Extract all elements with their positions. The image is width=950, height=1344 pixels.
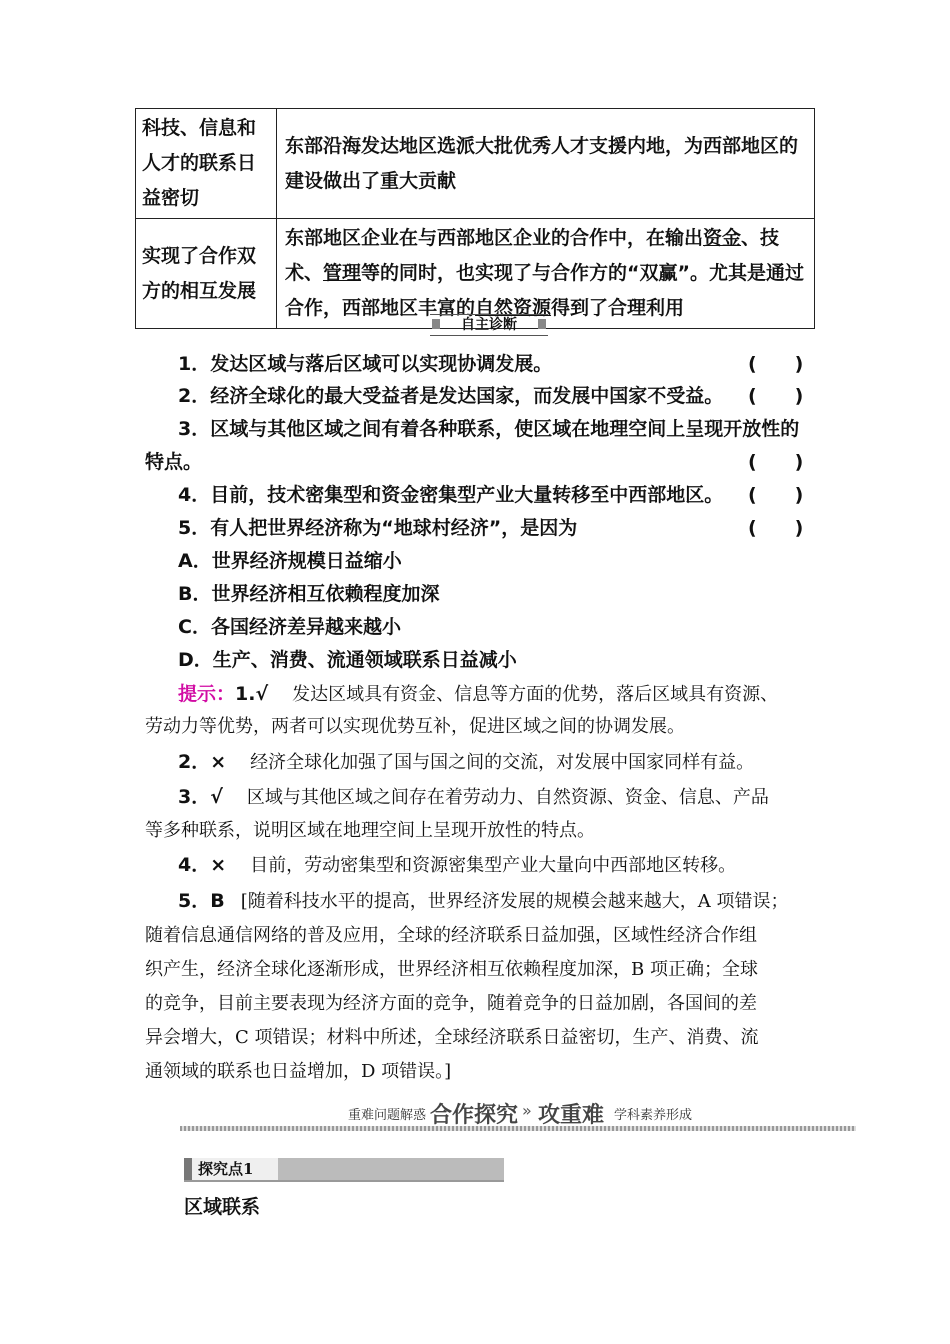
hint-text: 目前，劳动密集型和资源密集型产业大量向中西部地区转移。: [250, 855, 737, 876]
text-segment: 等的同时，也实现了与合作方的“双赢”。尤其是通过合作，西部地区丰富的: [285, 262, 805, 319]
question-3-cont: 特点。: [145, 451, 203, 473]
banner-main-2: 攻重难: [538, 1103, 605, 1128]
comparison-table: [135, 108, 815, 329]
hint-1-cont: 劳动力等优势，两者可以实现优势互补，促进区域之间的协调发展。: [145, 716, 685, 737]
hint-2: [178, 747, 754, 778]
hint-5-cont: 的竞争，目前主要表现为经济方面的竞争，随着竞争的日益加剧，各国间的差: [145, 993, 757, 1014]
option-b: B．世界经济相互依赖程度加深: [178, 583, 440, 605]
hint-mark: 4．×: [178, 854, 227, 876]
tab-notch: [184, 1158, 192, 1180]
question-2: 2．经济全球化的最大受益者是发达国家，而发展中国家不受益。: [178, 385, 724, 407]
option-a: A．世界经济规模日益缩小: [178, 550, 402, 572]
question-1: 1．发达区域与落后区域可以实现协调发展。: [178, 353, 553, 375]
hint-mark: 5．B: [178, 890, 225, 912]
question-4: 4．目前，技术密集型和资金密集型产业大量转移至中西部地区。: [178, 484, 724, 506]
option-c: C．各国经济差异越来越小: [178, 616, 401, 638]
text-segment: 得到了合理利用: [551, 297, 685, 319]
hint-mark: 1.√: [235, 683, 269, 705]
answer-paren: ( ): [748, 484, 804, 506]
hint-5-cont: 随着信息通信网络的普及应用，全球的经济联系日益加强，区域性经济合作组: [145, 925, 757, 946]
explore-heading: 区域联系: [184, 1196, 261, 1218]
banner-left: 重难问题解惑: [348, 1108, 427, 1123]
hint-5-cont: 异会增大，C 项错误；材料中所述，全球经济联系日益密切，生产、消费、流: [145, 1027, 759, 1048]
answer-paren: ( ): [748, 517, 804, 539]
explore-tab: [184, 1158, 504, 1180]
answer-paren: ( ): [748, 385, 804, 407]
hint-5-cont: 织产生，经济全球化逐渐形成，世界经济相互依赖程度加深，B 项正确；全球: [145, 959, 758, 980]
table-row-body: [277, 219, 815, 329]
hint-mark: 2．×: [178, 751, 227, 773]
hint-4: [178, 850, 736, 881]
underlined-term: 自然资源: [475, 297, 552, 319]
text-segment: 、技术、: [285, 227, 780, 284]
tab-underline: [184, 1180, 504, 1182]
hint-1: [178, 679, 778, 710]
answer-paren: ( ): [748, 353, 804, 375]
hint-text: 区域与其他区域之间存在着劳动力、自然资源、资金、信息、产品: [246, 787, 769, 808]
text-segment: 东部地区企业在与西部地区企业的合作中，在输出: [285, 227, 704, 249]
hint-mark: 3．√: [178, 786, 223, 808]
underlined-term: 资金: [703, 227, 742, 249]
arrow-icon: »: [522, 1101, 532, 1120]
hint-3: [178, 782, 769, 813]
hint-5: [178, 886, 788, 917]
section-banner: [180, 1098, 856, 1132]
table-row: [136, 219, 815, 329]
table-row-body: 东部沿海发达地区选派大批优秀人才支援内地，为西部地区的建设做出了重大贡献: [277, 109, 815, 219]
table-row-head: 实现了合作双方的相互发展: [136, 219, 277, 329]
hint-text: 发达区域具有资金、信息等方面的优势，落后区域具有资源、: [292, 684, 779, 705]
table-row: [136, 109, 815, 219]
hint-text: [随着科技水平的提高，世界经济发展的规模会越来越大，A 项错误；: [240, 891, 789, 912]
section-title: 自主诊断: [430, 314, 548, 336]
underlined-term: 管理: [323, 262, 362, 284]
table-row-head: 科技、信息和人才的联系日益密切: [136, 109, 277, 219]
banner-main-1: 合作探究: [430, 1103, 519, 1128]
answer-paren: ( ): [748, 451, 804, 473]
tab-label: 探究点1: [184, 1158, 278, 1180]
option-d: D．生产、消费、流通领域联系日益减小: [178, 649, 517, 671]
hint-3-cont: 等多种联系，说明区域在地理空间上呈现开放性的特点。: [145, 820, 595, 841]
hint-text: 经济全球化加强了国与国之间的交流，对发展中国家同样有益。: [250, 752, 755, 773]
hint-5-cont: 通领域的联系也日益增加，D 项错误。]: [145, 1061, 452, 1082]
hint-label: 提示：: [178, 683, 236, 705]
banner-right: 学科素养形成: [614, 1108, 693, 1123]
question-5: 5．有人把世界经济称为“地球村经济”，是因为: [178, 517, 578, 539]
question-3: 3．区域与其他区域之间有着各种联系，使区域在地理空间上呈现开放性的: [178, 418, 800, 440]
